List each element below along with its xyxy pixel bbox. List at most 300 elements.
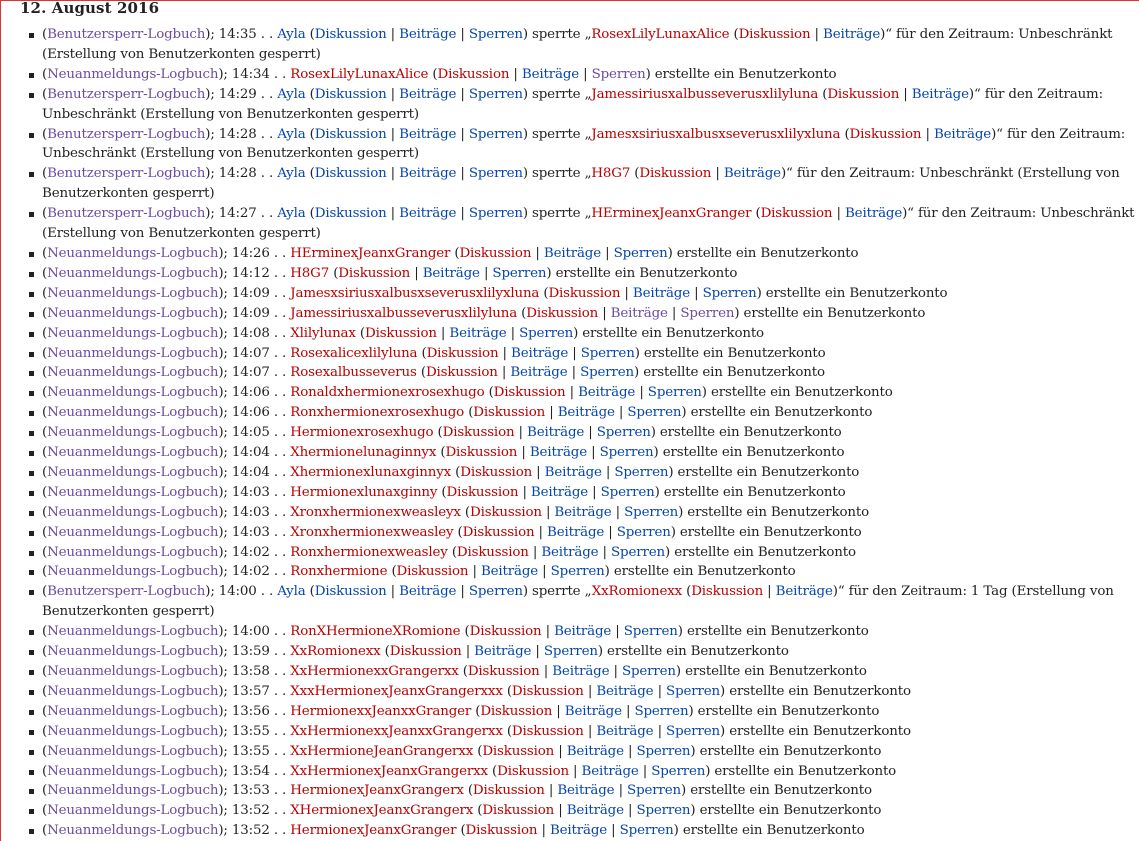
performer-contribs-link[interactable]: Beiträge [399, 86, 457, 102]
new-user-link[interactable]: Ronxhermionexweasley [290, 544, 448, 560]
blocked-talk-link[interactable]: Diskussion [691, 584, 764, 600]
separator: ); [218, 723, 232, 739]
log-type-link[interactable]: Neuanmeldungs-Logbuch [47, 245, 219, 261]
log-type-link[interactable]: Neuanmeldungs-Logbuch [47, 803, 219, 819]
log-time: 13:57 [231, 683, 270, 699]
log-type-link[interactable]: Benutzersperr-Logbuch [47, 86, 206, 102]
new-user-link[interactable]: Rosexalicexlilyluna [290, 345, 418, 361]
new-user-link[interactable]: Jamesxsiriusxalbusxseverusxlilyxluna [290, 285, 540, 301]
log-type-link[interactable]: Neuanmeldungs-Logbuch [47, 285, 219, 301]
bullet-icon [29, 690, 34, 695]
new-user-link[interactable]: RonXHermioneXRomione [290, 624, 461, 640]
bullet-icon [29, 391, 34, 396]
log-type-link[interactable]: Neuanmeldungs-Logbuch [47, 683, 219, 699]
blocked-contribs-link[interactable]: Beiträge [823, 27, 881, 42]
user-talk-link[interactable]: Diskussion [437, 66, 510, 82]
user-talk-link[interactable]: Diskussion [459, 245, 532, 261]
paren: ) [673, 823, 683, 839]
user-talk-link[interactable]: Diskussion [425, 365, 498, 381]
user-talk-link[interactable]: Diskussion [482, 803, 555, 819]
user-contribs-link[interactable]: Beiträge [578, 385, 636, 401]
separator: ); [218, 564, 232, 580]
log-entry [26, 204, 1135, 244]
log-entry [26, 403, 1135, 423]
user-talk-link[interactable]: Diskussion [462, 524, 535, 540]
user-block-link[interactable]: Sperren [616, 524, 671, 540]
separator: | [623, 803, 637, 819]
action-text: erstellte ein Benutzerkonto [697, 703, 880, 719]
performer-block-link[interactable]: Sperren [468, 206, 523, 222]
separator: | [506, 325, 520, 341]
new-user-link[interactable]: XxHermionexxJeanxxGrangerxx [290, 723, 503, 739]
user-block-link[interactable]: Sperren [580, 345, 635, 361]
paren: ( [428, 66, 438, 82]
log-list [0, 25, 1139, 841]
user-talk-link[interactable]: Diskussion [445, 445, 518, 461]
new-user-link[interactable]: Ronxhermionexrosexhugo [290, 405, 465, 421]
dots-separator: . . [269, 823, 291, 839]
log-type-link[interactable]: Neuanmeldungs-Logbuch [47, 524, 219, 540]
user-block-link[interactable]: Sperren [596, 425, 651, 441]
dots-separator: . . [269, 644, 291, 660]
user-talk-link[interactable]: Diskussion [442, 425, 515, 441]
user-block-link[interactable]: Sperren [580, 365, 635, 381]
user-block-link[interactable]: Sperren [636, 803, 691, 819]
log-entry [26, 562, 1135, 582]
separator: ); [218, 763, 232, 779]
log-type-link[interactable]: Neuanmeldungs-Logbuch [47, 464, 219, 480]
user-block-link[interactable]: Sperren [519, 325, 574, 341]
user-contribs-link[interactable]: Beiträge [581, 763, 639, 779]
paren: ( [463, 783, 473, 799]
paren: ) [645, 66, 655, 82]
quote-close: )“ [968, 86, 981, 102]
log-type-link[interactable]: Neuanmeldungs-Logbuch [47, 743, 219, 759]
user-talk-link[interactable]: Diskussion [467, 664, 540, 679]
log-type-link[interactable]: Neuanmeldungs-Logbuch [47, 504, 219, 520]
separator: ); [218, 405, 232, 421]
user-block-link[interactable]: Sperren [492, 265, 547, 281]
performer-user-link[interactable]: Ayla [277, 584, 306, 600]
user-block-link[interactable]: Sperren [634, 703, 689, 719]
performer-talk-link[interactable]: Diskussion [314, 166, 387, 182]
dots-separator: . . [256, 126, 278, 142]
separator: | [899, 86, 912, 102]
log-type-link[interactable]: Benutzersperr-Logbuch [47, 206, 206, 222]
blocked-user-link[interactable]: XxRomionexx [591, 584, 683, 600]
user-contribs-link[interactable]: Beiträge [544, 464, 602, 480]
user-contribs-link[interactable]: Beiträge [529, 445, 587, 461]
log-type-link[interactable]: Neuanmeldungs-Logbuch [47, 544, 219, 560]
blocked-user-link[interactable]: Jamesxsiriusxalbusxseverusxlilyxluna [591, 126, 841, 142]
log-type-link[interactable]: Benutzersperr-Logbuch [47, 584, 206, 600]
paren: ) [701, 385, 711, 401]
performer-talk-link[interactable]: Diskussion [314, 206, 387, 222]
user-contribs-link[interactable]: Beiträge [554, 624, 612, 640]
user-contribs-link[interactable]: Beiträge [566, 803, 624, 819]
bullet-icon [29, 770, 34, 775]
action-text: erstellte ein Benutzerkonto [687, 504, 869, 520]
user-block-link[interactable]: Sperren [623, 624, 678, 640]
paren: ) [690, 743, 700, 759]
user-talk-link[interactable]: Diskussion [460, 464, 533, 480]
user-contribs-link[interactable]: Beiträge [510, 365, 568, 381]
user-block-link[interactable]: Sperren [627, 783, 682, 799]
log-entry [26, 443, 1135, 463]
dots-separator: . . [269, 544, 291, 560]
performer-contribs-link[interactable]: Beiträge [399, 206, 457, 222]
log-type-link[interactable]: Neuanmeldungs-Logbuch [47, 624, 219, 640]
log-time: 14:09 [231, 305, 270, 321]
user-block-link[interactable]: Sperren [614, 464, 669, 480]
blocked-user-link[interactable]: HErminexJeanxGranger [591, 206, 752, 222]
user-contribs-link[interactable]: Beiträge [543, 245, 602, 261]
user-contribs-link[interactable]: Beiträge [541, 544, 599, 560]
separator: | [517, 445, 530, 461]
performer-user-link[interactable]: Ayla [277, 166, 306, 182]
user-block-link[interactable]: Sperren [600, 484, 655, 500]
paren: ( [42, 206, 48, 222]
log-type-link[interactable]: Neuanmeldungs-Logbuch [47, 564, 219, 580]
new-user-link[interactable]: XxHermioneJeanGrangerxx [290, 743, 474, 759]
separator: | [579, 66, 592, 82]
paren: ( [456, 823, 466, 839]
user-contribs-link[interactable]: Beiträge [422, 265, 480, 281]
paren: ) [546, 265, 556, 281]
separator: | [386, 206, 400, 222]
user-contribs-link[interactable]: Beiträge [554, 504, 612, 520]
user-block-link[interactable]: Sperren [599, 445, 654, 461]
performer-user-link[interactable]: Ayla [277, 86, 306, 102]
log-type-link[interactable]: Neuanmeldungs-Logbuch [47, 405, 219, 421]
user-talk-link[interactable]: Diskussion [338, 265, 411, 281]
bullet-icon [29, 451, 34, 456]
paren: ( [305, 126, 315, 142]
performer-talk-link[interactable]: Diskussion [314, 126, 387, 142]
user-block-link[interactable]: Sperren [651, 763, 706, 779]
user-block-link[interactable]: Sperren [666, 723, 721, 739]
user-contribs-link[interactable]: Beiträge [521, 66, 580, 82]
user-talk-link[interactable]: Diskussion [480, 703, 553, 719]
performer-contribs-link[interactable]: Beiträge [399, 126, 457, 142]
paren: ) [634, 365, 644, 381]
log-type-link[interactable]: Neuanmeldungs-Logbuch [47, 445, 219, 461]
user-block-link[interactable]: Sperren [647, 385, 702, 401]
performer-block-link[interactable]: Sperren [468, 166, 523, 182]
action-text: erstellte ein Benutzerkonto [679, 524, 862, 540]
log-entry [26, 682, 1135, 702]
user-block-link[interactable]: Sperren [611, 544, 666, 560]
action-text: erstellte ein Benutzerkonto [743, 305, 926, 321]
log-type-link[interactable]: Neuanmeldungs-Logbuch [47, 365, 219, 381]
user-talk-link[interactable]: Diskussion [469, 624, 542, 640]
separator: | [534, 524, 548, 540]
user-block-link[interactable]: Sperren [550, 564, 605, 580]
user-block-link[interactable]: Sperren [624, 504, 679, 520]
paren: ( [42, 285, 48, 301]
user-talk-link[interactable]: Diskussion [526, 305, 599, 321]
log-type-link[interactable]: Neuanmeldungs-Logbuch [47, 425, 219, 441]
log-type-link[interactable]: Benutzersperr-Logbuch [47, 126, 206, 142]
separator: | [601, 245, 614, 261]
performer-user-link[interactable]: Ayla [277, 126, 306, 142]
performer-contribs-link[interactable]: Beiträge [399, 584, 457, 600]
log-type-link[interactable]: Neuanmeldungs-Logbuch [47, 644, 219, 660]
blocked-contribs-link[interactable]: Beiträge [911, 86, 969, 102]
paren: ( [416, 365, 426, 381]
log-time: 13:58 [231, 664, 270, 679]
log-type-link[interactable]: Neuanmeldungs-Logbuch [47, 484, 219, 500]
paren: ) [522, 126, 528, 142]
paren: ) [634, 345, 644, 361]
user-contribs-link[interactable]: Beiträge [596, 723, 654, 739]
log-type-link[interactable]: Neuanmeldungs-Logbuch [47, 664, 219, 679]
new-user-link[interactable]: Hermionexlunaxginny [290, 484, 438, 500]
separator: | [588, 484, 601, 500]
user-talk-link[interactable]: Diskussion [493, 385, 566, 401]
action-text: erstellte ein Benutzerkonto [690, 405, 873, 421]
paren: ) [681, 783, 691, 799]
user-contribs-link[interactable]: Beiträge [557, 405, 615, 421]
new-user-link[interactable]: HermionexJeanxGranger [290, 823, 457, 839]
performer-user-link[interactable]: Ayla [277, 27, 306, 42]
user-talk-link[interactable]: Diskussion [446, 484, 519, 500]
separator: | [461, 644, 475, 660]
new-user-link[interactable]: Rosexalbusseverus [290, 365, 417, 381]
paren: ) [597, 644, 608, 660]
bullet-icon [29, 471, 34, 476]
separator: | [653, 723, 667, 739]
new-user-link[interactable]: XHermionexJeanxGrangerx [290, 803, 474, 819]
new-user-link[interactable]: H8G7 [290, 265, 330, 281]
log-type-link[interactable]: Neuanmeldungs-Logbuch [47, 345, 219, 361]
separator: | [509, 66, 522, 82]
performer-talk-link[interactable]: Diskussion [314, 86, 387, 102]
new-user-link[interactable]: Hermionexrosexhugo [290, 425, 434, 441]
paren: ) [667, 245, 677, 261]
blocked-user-link[interactable]: Jamessiriusxalbusseverusxlilyluna [591, 86, 819, 102]
user-talk-link[interactable]: Diskussion [426, 345, 499, 361]
paren: ( [460, 504, 470, 520]
log-type-link[interactable]: Neuanmeldungs-Logbuch [47, 783, 219, 799]
blocked-talk-link[interactable]: Diskussion [827, 86, 900, 102]
user-contribs-link[interactable]: Beiträge [449, 325, 507, 341]
separator: | [635, 385, 648, 401]
bullet-icon [29, 371, 34, 376]
user-talk-link[interactable]: Diskussion [482, 743, 555, 759]
separator: | [623, 743, 637, 759]
user-block-link[interactable]: Sperren [627, 405, 682, 421]
new-user-link[interactable]: XxxHermionexJeanxGrangerxxx [290, 683, 503, 699]
separator: | [568, 763, 582, 779]
user-talk-link[interactable]: Diskussion [364, 325, 437, 341]
user-contribs-link[interactable]: Beiträge [610, 305, 668, 321]
log-time: 13:54 [231, 763, 270, 779]
separator: ); [218, 664, 232, 679]
new-user-link[interactable]: HermionexJeanxGrangerx [290, 783, 464, 799]
paren: ) [677, 624, 687, 640]
log-time: 14:05 [231, 425, 270, 441]
bullet-icon [29, 133, 34, 138]
performer-block-link[interactable]: Sperren [468, 126, 523, 142]
new-user-link[interactable]: Xronxhermionexweasley [290, 524, 454, 540]
separator: | [456, 206, 469, 222]
separator: | [554, 743, 567, 759]
action-text: erstellte ein Benutzerkonto [729, 723, 911, 739]
user-contribs-link[interactable]: Beiträge [547, 524, 605, 540]
separator: | [554, 803, 567, 819]
separator: | [456, 584, 469, 600]
separator: | [498, 345, 511, 361]
separator: | [468, 564, 481, 580]
paren: ( [42, 504, 48, 520]
paren: ( [42, 365, 48, 381]
blocked-talk-link[interactable]: Diskussion [849, 126, 922, 142]
log-type-link[interactable]: Neuanmeldungs-Logbuch [47, 265, 219, 281]
user-talk-link[interactable]: Diskussion [497, 763, 569, 779]
user-block-link[interactable]: Sperren [543, 644, 598, 660]
user-contribs-link[interactable]: Beiträge [511, 345, 569, 361]
performer-talk-link[interactable]: Diskussion [314, 27, 387, 42]
user-talk-link[interactable]: Diskussion [456, 544, 529, 560]
dots-separator: . . [269, 624, 291, 640]
new-user-link[interactable]: XxRomionexx [290, 644, 381, 660]
user-block-link[interactable]: Sperren [621, 664, 676, 679]
user-contribs-link[interactable]: Beiträge [564, 703, 622, 719]
new-user-link[interactable]: Xlilylunax [290, 325, 356, 341]
separator: | [690, 285, 703, 301]
user-talk-link[interactable]: Diskussion [511, 683, 584, 699]
separator: ); [205, 584, 219, 600]
user-contribs-link[interactable]: Beiträge [549, 823, 608, 839]
user-talk-link[interactable]: Diskussion [472, 783, 545, 799]
new-user-link[interactable]: HErminexJeanxGranger [290, 245, 451, 261]
user-talk-link[interactable]: Diskussion [389, 644, 462, 660]
user-talk-link[interactable]: Diskussion [548, 285, 621, 301]
log-type-link[interactable]: Neuanmeldungs-Logbuch [47, 823, 219, 839]
separator: | [436, 325, 450, 341]
performer-block-link[interactable]: Sperren [468, 584, 523, 600]
performer-user-link[interactable]: Ayla [277, 206, 306, 222]
user-contribs-link[interactable]: Beiträge [527, 425, 585, 441]
paren: ( [42, 564, 48, 580]
paren: ( [539, 285, 549, 301]
log-time: 14:02 [231, 564, 270, 580]
separator: | [583, 723, 597, 739]
quote-open: „ [580, 206, 592, 222]
new-user-link[interactable]: Ronxhermione [290, 564, 388, 580]
user-block-link[interactable]: Sperren [680, 305, 735, 321]
separator: ); [218, 265, 232, 281]
bullet-icon [29, 630, 34, 635]
blocked-user-link[interactable]: RosexLilyLunaxAlice [591, 27, 730, 42]
blocked-talk-link[interactable]: Diskussion [738, 27, 811, 42]
user-contribs-link[interactable]: Beiträge [566, 743, 624, 759]
log-type-link[interactable]: Neuanmeldungs-Logbuch [47, 66, 219, 82]
new-user-link[interactable]: HermionexxJeanxxGranger [290, 703, 472, 719]
new-user-link[interactable]: Jamessiriusxalbusseverusxlilyluna [290, 305, 518, 321]
user-block-link[interactable]: Sperren [619, 823, 674, 839]
performer-block-link[interactable]: Sperren [468, 86, 523, 102]
log-type-link[interactable]: Benutzersperr-Logbuch [47, 166, 206, 182]
blocked-contribs-link[interactable]: Beiträge [723, 166, 781, 182]
user-contribs-link[interactable]: Beiträge [552, 664, 610, 679]
separator: | [514, 425, 528, 441]
log-type-link[interactable]: Benutzersperr-Logbuch [47, 27, 206, 42]
user-block-link[interactable]: Sperren [591, 66, 646, 82]
user-contribs-link[interactable]: Beiträge [632, 285, 690, 301]
log-type-link[interactable]: Neuanmeldungs-Logbuch [47, 763, 219, 779]
log-type-link[interactable]: Neuanmeldungs-Logbuch [47, 703, 219, 719]
action-text: sperrte [532, 86, 581, 102]
user-talk-link[interactable]: Diskussion [511, 723, 584, 739]
log-time: 13:56 [231, 703, 270, 719]
blocked-contribs-link[interactable]: Beiträge [775, 584, 833, 600]
log-type-link[interactable]: Neuanmeldungs-Logbuch [47, 385, 219, 401]
quote-close: )“ [780, 166, 793, 182]
blocked-contribs-link[interactable]: Beiträge [933, 126, 992, 142]
user-contribs-link[interactable]: Beiträge [596, 683, 654, 699]
log-type-link[interactable]: Neuanmeldungs-Logbuch [47, 723, 219, 739]
separator: | [541, 624, 555, 640]
user-block-link[interactable]: Sperren [613, 245, 668, 261]
performer-contribs-link[interactable]: Beiträge [399, 166, 457, 182]
user-talk-link[interactable]: Diskussion [396, 564, 469, 580]
performer-contribs-link[interactable]: Beiträge [399, 27, 457, 42]
separator: | [567, 365, 581, 381]
separator: | [810, 27, 823, 42]
paren: ( [751, 206, 761, 222]
separator: | [386, 86, 400, 102]
user-block-link[interactable]: Sperren [666, 683, 721, 699]
user-talk-link[interactable]: Diskussion [465, 823, 538, 839]
log-type-link[interactable]: Neuanmeldungs-Logbuch [47, 325, 219, 341]
blocked-contribs-link[interactable]: Beiträge [844, 206, 903, 222]
paren: ( [517, 305, 527, 321]
user-contribs-link[interactable]: Beiträge [557, 783, 615, 799]
log-type-link[interactable]: Neuanmeldungs-Logbuch [47, 305, 219, 321]
blocked-talk-link[interactable]: Diskussion [760, 206, 833, 222]
log-entry [26, 423, 1135, 443]
user-talk-link[interactable]: Diskussion [470, 504, 542, 520]
paren: ( [42, 544, 48, 560]
user-block-link[interactable]: Sperren [702, 285, 757, 301]
bullet-icon [29, 312, 34, 317]
paren: ) [670, 524, 680, 540]
user-contribs-link[interactable]: Beiträge [530, 484, 589, 500]
log-time: 14:06 [231, 405, 270, 421]
new-user-link[interactable]: Ronaldxhermionexrosexhugo [290, 385, 485, 401]
new-user-link[interactable]: Xhermionexlunaxginnyx [290, 464, 452, 480]
performer-talk-link[interactable]: Diskussion [314, 584, 387, 600]
user-talk-link[interactable]: Diskussion [473, 405, 546, 421]
new-user-link[interactable]: Xhermionelunaginnyx [290, 445, 437, 461]
new-user-link[interactable]: RosexLilyLunaxAlice [290, 66, 429, 82]
new-user-link[interactable]: Xronxhermionexweasleyx [290, 504, 461, 520]
user-block-link[interactable]: Sperren [636, 743, 691, 759]
blocked-user-link[interactable]: H8G7 [591, 166, 631, 182]
new-user-link[interactable]: XxHermionexJeanxGrangerxx [290, 763, 488, 779]
user-contribs-link[interactable]: Beiträge [480, 564, 539, 580]
new-user-link[interactable]: XxHermionexxGrangerxx [290, 664, 459, 679]
dots-separator: . . [269, 345, 291, 361]
blocked-talk-link[interactable]: Diskussion [639, 166, 712, 182]
dots-separator: . . [269, 445, 291, 461]
performer-block-link[interactable]: Sperren [468, 27, 523, 42]
log-entry [26, 702, 1135, 722]
user-contribs-link[interactable]: Beiträge [474, 644, 532, 660]
log-entry [26, 742, 1135, 762]
